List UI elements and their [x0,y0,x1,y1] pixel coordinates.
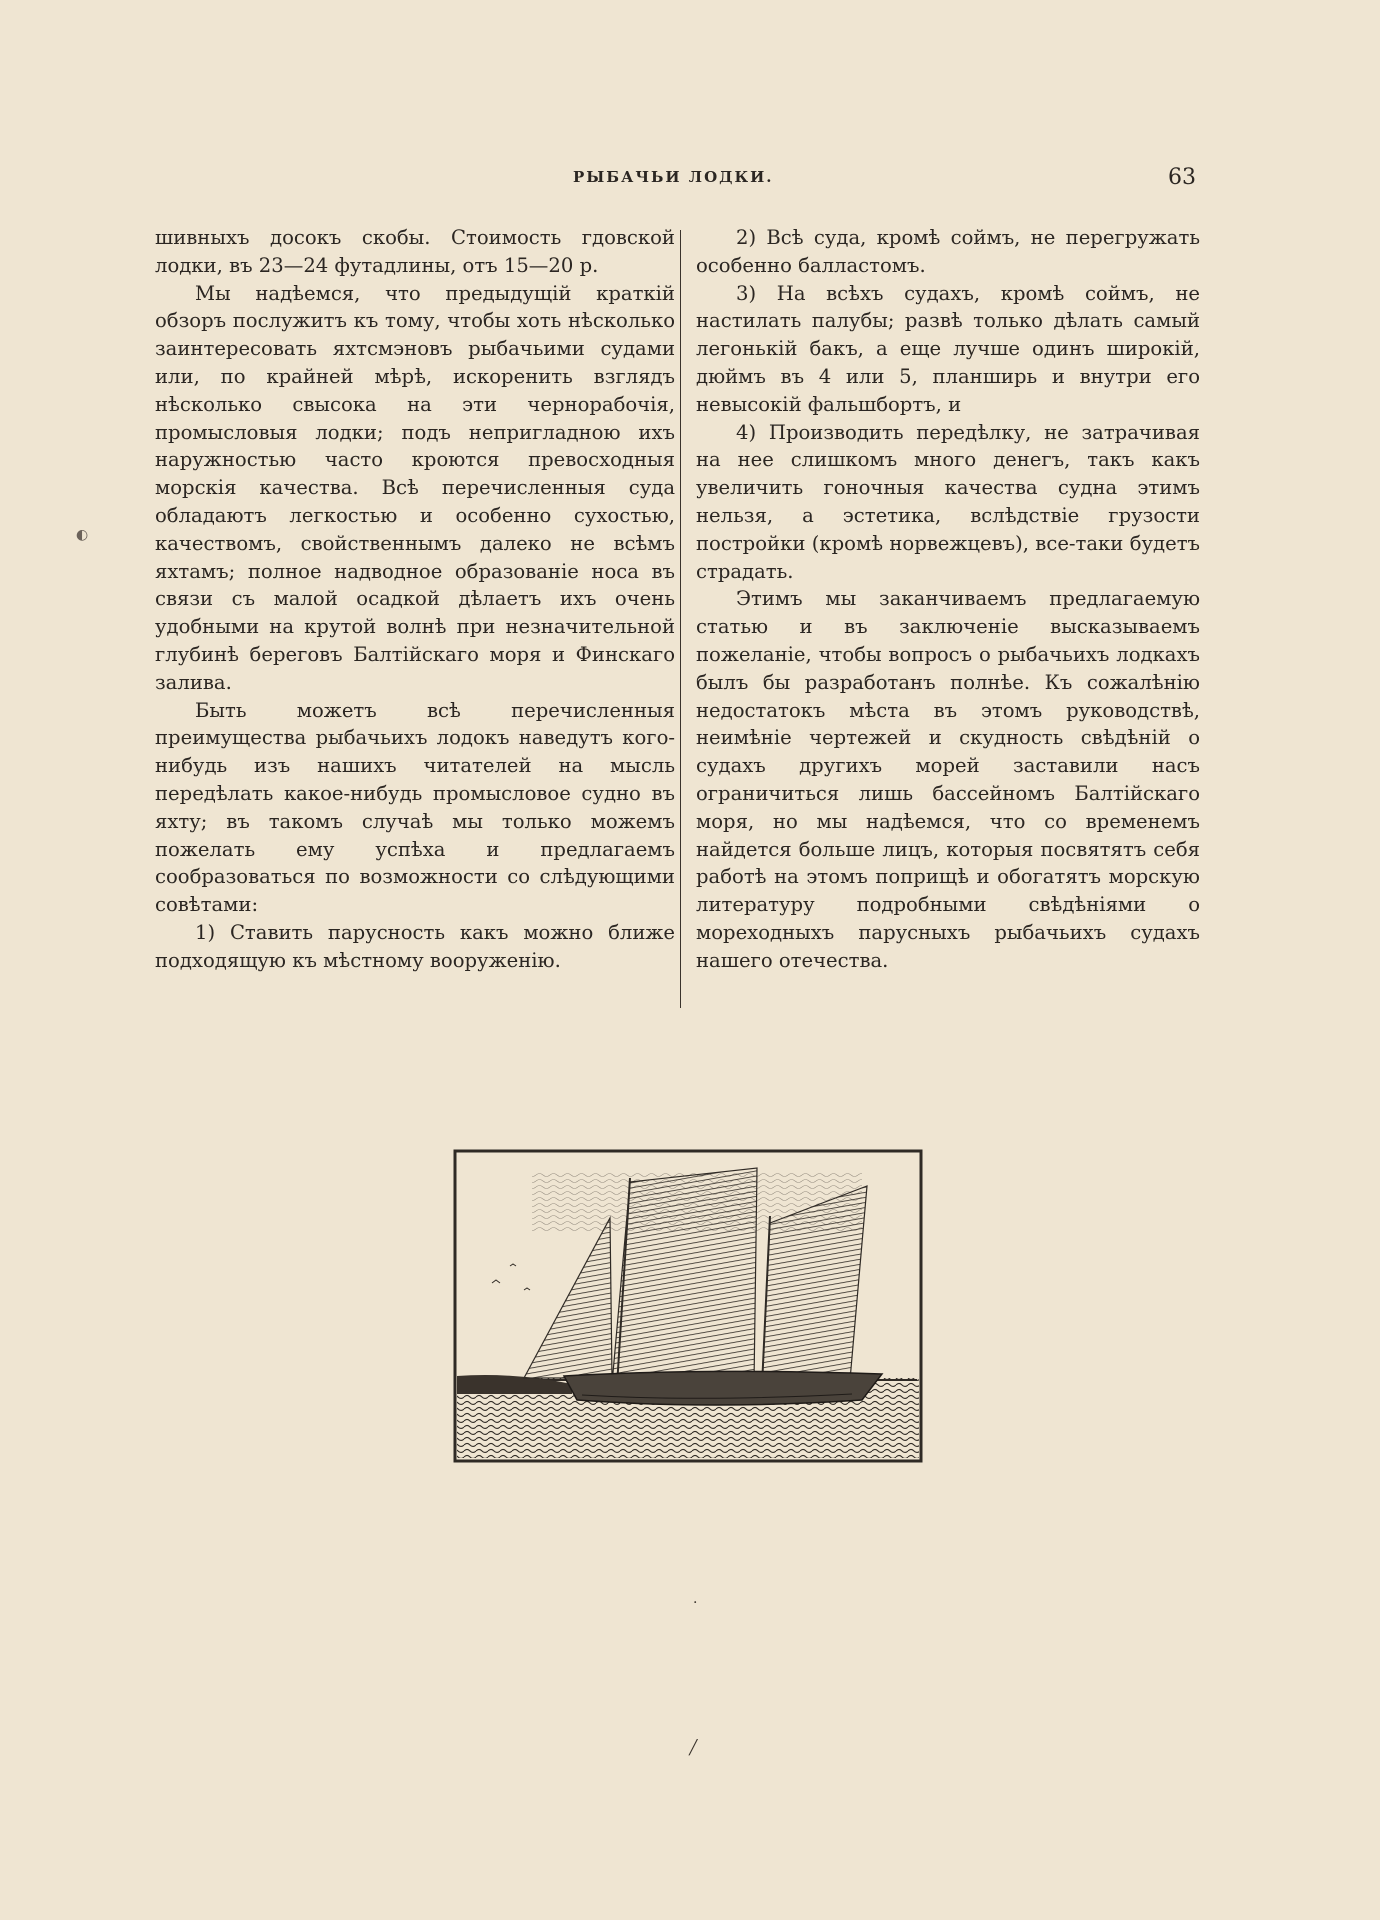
column-rule [680,230,681,1008]
paragraph: 3) На всѣхъ судахъ, кромѣ соймъ, не настилать палубы; развѣ только дѣлать самый легонькій бакъ, а еще лучше одинъ широкій, дюймъ въ 4 или 5, планширь и внутри его невысокій фальшбортъ, и [696,281,1200,416]
page-number: 63 [1168,165,1196,190]
ink-speck: ╱ [689,1740,698,1756]
paragraph: шивныхъ досокъ скобы. Стоимость гдовской лодки, въ 23—24 футадлины, отъ 15—20 р. [155,226,675,277]
sailboat-illustration [452,1148,924,1464]
running-title: РЫБАЧЬИ ЛОДКИ. [573,168,774,186]
paragraph: 1) Ставить парусность какъ можно ближе подходящую къ мѣстному вооруженію. [155,920,675,972]
margin-mark: ◐ [76,527,89,543]
right-column [696,224,1200,975]
paragraph: Быть можетъ всѣ перечисленныя преимущества рыбачьихъ лодокъ наведутъ кого-нибудь изъ нашихъ читателей на мысль передѣлать какое-нибудь промысловое судно въ яхту; въ такомъ случаѣ мы только можемъ пожелать ему успѣха и предлагаемъ сообразоваться по возможности со слѣдующими совѣтами: [155,698,675,917]
paragraph: 4) Производить передѣлку, не затрачивая на нее слишкомъ много денегъ, такъ какъ увеличить гоночныя качества судна этимъ нельзя, а эстетика, вслѣдствіе грузости постройки (кромѣ норвежцевъ), все-таки будетъ страдать. [696,420,1200,583]
paragraph: Мы надѣемся, что предыдущій краткій обзоръ послужитъ къ тому, чтобы хоть нѣсколько заинтересовать яхтсмэновъ рыбачьими судами или, по крайней мѣрѣ, искоренить взглядъ нѣсколько свысока на эти чернорабочія, промысловыя лодки; подъ непригладною ихъ наружностью часто кроются превосходныя морскія качества. Всѣ перечисленныя суда обладаютъ легкостью и особенно сухостью, качествомъ, свойственнымъ далеко не всѣмъ яхтамъ; полное надводное образованіе носа въ связи съ малой осадкой дѣлаетъ ихъ очень удобными на крутой волнѣ при незначительной глубинѣ береговъ Балтійскаго моря и Финскаго залива. [155,281,675,694]
paragraph: 2) Всѣ суда, кромѣ соймъ, не перегружать особенно балластомъ. [696,226,1200,277]
paragraph: Этимъ мы заканчиваемъ предлагаемую статью и въ заключеніе высказываемъ пожеланіе, чтобы вопросъ о рыбачьихъ лодкахъ былъ бы разработанъ полнѣе. Къ сожалѣнію недостатокъ мѣста въ этомъ руководствѣ, неимѣніе чертежей и скудность свѣдѣній о судахъ другихъ морей заставили насъ ограничиться лишь бассейномъ Балтійскаго моря, но мы надѣемся, что со временемъ найдется больше лицъ, которыя посвятятъ себя работѣ на этомъ поприщѣ и обогатятъ морскую литературу подробными свѣдѣніями о мореходныхъ парусныхъ рыбачьихъ судахъ нашего отечества. [696,587,1200,972]
ink-speck: · [693,1595,698,1611]
left-column [155,224,675,975]
